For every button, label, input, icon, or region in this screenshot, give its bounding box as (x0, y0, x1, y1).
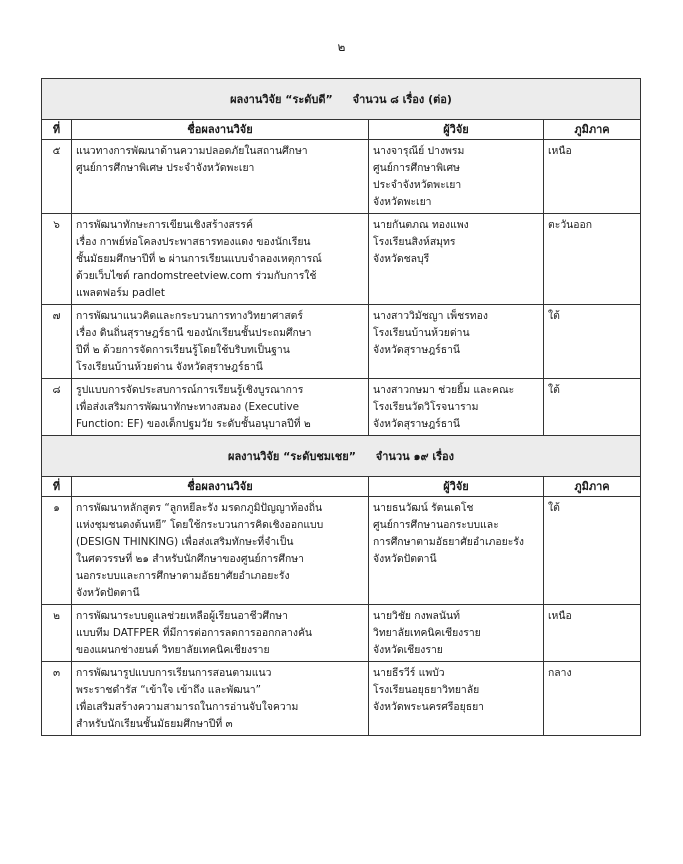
research-title-line: (DESIGN THINKING) เพื่อส่งเสริมทักษะที่จำเป็น (76, 536, 294, 548)
researcher-info-line: นายวิชัย กงพลนันท์ (373, 610, 460, 622)
research-title-line: นอกระบบและการศึกษาตามอัธยาศัยอำเภอยะรัง (76, 570, 290, 582)
header-region: ภูมิภาค (544, 120, 641, 140)
section-count: จำนวน ๑๙ เรื่อง (375, 449, 454, 463)
row-number: ๒ (42, 605, 72, 662)
header-researcher: ผู้วิจัย (369, 477, 544, 497)
section-header-honorable (42, 436, 641, 477)
header-title: ชื่อผลงานวิจัย (72, 477, 369, 497)
research-title (72, 497, 369, 605)
table-row (42, 379, 641, 436)
researcher-info-line: โรงเรียนสิงห์สมุทร (373, 236, 456, 248)
table-row (42, 140, 641, 214)
research-title (72, 140, 369, 214)
section-header-good (42, 79, 641, 120)
row-number: ๑ (42, 497, 72, 605)
research-title (72, 662, 369, 736)
researcher-info (369, 379, 544, 436)
research-title-line: ของแผนกช่างยนต์ วิทยาลัยเทคนิคเชียงราย (76, 644, 270, 656)
table-row (42, 662, 641, 736)
column-header-row (42, 477, 641, 497)
header-no: ที่ (42, 477, 72, 497)
research-title-line: ด้วยเว็บไซต์ randomstreetview.com ร่วมกับการใช้ (76, 270, 317, 282)
region-cell: ตะวันออก (544, 214, 641, 305)
researcher-info-line: นางจารุณีย์ ปางพรม (373, 145, 465, 157)
region-cell: ใต้ (544, 379, 641, 436)
research-title (72, 379, 369, 436)
researcher-info-line: จังหวัดชลบุรี (373, 253, 430, 265)
researcher-info-line: ศูนย์การศึกษานอกระบบและ (373, 519, 499, 531)
research-title-line: เรื่อง ดินถิ่นสุราษฎร์ธานี ของนักเรียนชั้นประถมศึกษา (76, 327, 312, 339)
research-title-line: การพัฒนาแนวคิดและกระบวนการทางวิทยาศาสตร์ (76, 310, 304, 322)
row-number: ๓ (42, 662, 72, 736)
researcher-info-line: โรงเรียนบ้านห้วยด่าน (373, 327, 470, 339)
research-title (72, 214, 369, 305)
researcher-info-line: วิทยาลัยเทคนิคเชียงราย (373, 627, 481, 639)
research-title-line: การพัฒนารูปแบบการเรียนการสอนตามแนว (76, 667, 272, 679)
row-number: ๖ (42, 214, 72, 305)
researcher-info-line: นายธีรวีร์ แพบัว (373, 667, 445, 679)
section-label: ผลงานวิจัย “ระดับดี” (230, 92, 333, 106)
header-title: ชื่อผลงานวิจัย (72, 120, 369, 140)
researcher-info-line: จังหวัดสุราษฎร์ธานี (373, 418, 461, 430)
research-title-line: ในศตวรรษที่ ๒๑ สำหรับนักศึกษาของศูนย์การศึกษา (76, 553, 304, 565)
research-title-line: การพัฒนาทักษะการเขียนเชิงสร้างสรรค์ (76, 219, 253, 231)
researcher-info-line: จังหวัดเชียงราย (373, 644, 443, 656)
research-title-line: จังหวัดปัตตานี (76, 587, 140, 599)
header-researcher: ผู้วิจัย (369, 120, 544, 140)
section-label: ผลงานวิจัย “ระดับชมเชย” (228, 449, 356, 463)
research-title-line: การพัฒนาระบบดูแลช่วยเหลือผู้เรียนอาชีวศึกษา (76, 610, 288, 622)
research-title-line: การพัฒนาหลักสูตร “ลูกหยีละรัง มรดกภูมิปัญญาท้องถิ่น (76, 502, 323, 514)
researcher-info-line: ประจำจังหวัดพะเยา (373, 179, 462, 191)
researcher-info-line: ศูนย์การศึกษาพิเศษ (373, 162, 460, 174)
region-cell: เหนือ (544, 140, 641, 214)
researcher-info-line: จังหวัดสุราษฎร์ธานี (373, 344, 461, 356)
researcher-info-line: จังหวัดพะเยา (373, 196, 432, 208)
table-row (42, 605, 641, 662)
researcher-info (369, 214, 544, 305)
researcher-info-line: โรงเรียนวัดวิโรจนาราม (373, 401, 479, 413)
researcher-info (369, 140, 544, 214)
researcher-info-line: จังหวัดปัตตานี (373, 553, 437, 565)
header-no: ที่ (42, 120, 72, 140)
region-cell: ใต้ (544, 305, 641, 379)
researcher-info-line: นายกันตภณ ทองแพง (373, 219, 469, 231)
researcher-info-line: นางสาววิมัชญา เพ็ชรทอง (373, 310, 488, 322)
research-title-line: เพื่อเสริมสร้างความสามารถในการอ่านจับใจความ (76, 701, 299, 713)
research-title-line: ปีที่ ๒ ด้วยการจัดการเรียนรู้โดยใช้บริบทเป็นฐาน (76, 344, 290, 356)
row-number: ๕ (42, 140, 72, 214)
page-number: ๒ (337, 40, 346, 54)
research-title-line: แพลตฟอร์ม padlet (76, 287, 165, 299)
research-title-line: ศูนย์การศึกษาพิเศษ ประจำจังหวัดพะเยา (76, 162, 255, 174)
researcher-info-line: โรงเรียนอยุธยาวิทยาลัย (373, 684, 480, 696)
researcher-info-line: นางสาวกษมา ช่วยยิ้ม และคณะ (373, 384, 515, 396)
region-cell: กลาง (544, 662, 641, 736)
research-title-line: ชั้นมัธยมศึกษาปีที่ ๒ ผ่านการเรียนแบบจำลองเหตุการณ์ (76, 253, 322, 265)
research-title-line: เรื่อง กาพย์ห่อโคลงประพาสธารทองแดง ของนักเรียน (76, 236, 311, 248)
table-row (42, 497, 641, 605)
researcher-info (369, 497, 544, 605)
research-title-line: สำหรับนักเรียนชั้นมัธยมศึกษาปีที่ ๓ (76, 718, 233, 730)
row-number: ๘ (42, 379, 72, 436)
section-count: จำนวน ๘ เรื่อง (ต่อ) (352, 92, 452, 106)
researcher-info (369, 305, 544, 379)
research-title (72, 305, 369, 379)
research-title-line: เพื่อส่งเสริมการพัฒนาทักษะทางสมอง (Executive (76, 401, 300, 413)
research-title-line: แนวทางการพัฒนาด้านความปลอดภัยในสถานศึกษา (76, 145, 308, 157)
research-title-line: พระราชดำรัส “เข้าใจ เข้าถึง และพัฒนา” (76, 684, 261, 696)
researcher-info-line: จังหวัดพระนครศรีอยุธยา (373, 701, 485, 713)
row-number: ๗ (42, 305, 72, 379)
table-row (42, 214, 641, 305)
region-cell: ใต้ (544, 497, 641, 605)
researcher-info-line: การศึกษาตามอัธยาศัยอำเภอยะรัง (373, 536, 524, 548)
researcher-info (369, 605, 544, 662)
research-title (72, 605, 369, 662)
research-title-line: Function: EF) ของเด็กปฐมวัย ระดับชั้นอนุบาลปีที่ ๒ (76, 418, 311, 430)
researcher-info (369, 662, 544, 736)
research-title-line: แห่งชุมชนดงต้นหยี” โดยใช้กระบวนการคิดเชิงออกแบบ (76, 519, 324, 531)
researcher-info-line: นายธนวัฒน์ รัตนเดโช (373, 502, 474, 514)
research-table (41, 78, 641, 736)
research-title-line: รูปแบบการจัดประสบการณ์การเรียนรู้เชิงบูรณาการ (76, 384, 304, 396)
research-title-line: โรงเรียนบ้านห้วยด่าน จังหวัดสุราษฎร์ธานี (76, 361, 263, 373)
region-cell: เหนือ (544, 605, 641, 662)
column-header-row (42, 120, 641, 140)
table-row (42, 305, 641, 379)
header-region: ภูมิภาค (544, 477, 641, 497)
research-title-line: แบบทีม DATFPER ที่มีการต่อการลดการออกกลางคัน (76, 627, 313, 639)
